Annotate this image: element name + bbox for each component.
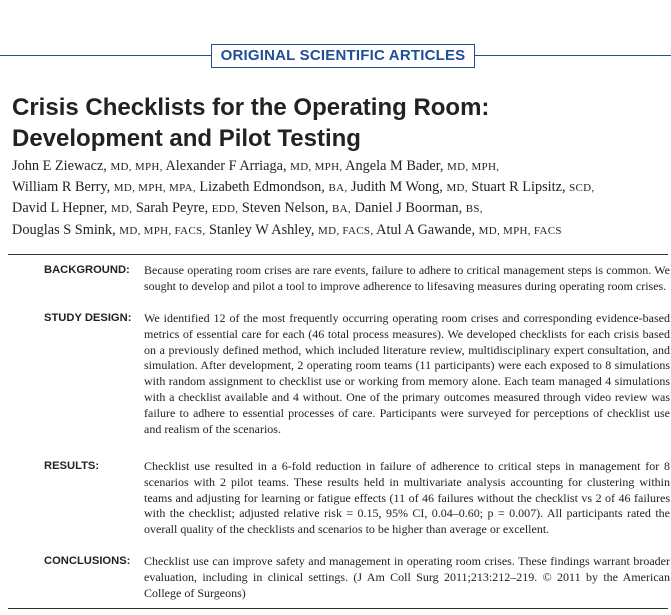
author-name: David L Hepner, [12, 200, 108, 217]
article-title-line-1: Crisis Checklists for the Operating Room: [12, 94, 490, 121]
author-degrees: MD, MPH, FACS [478, 224, 562, 237]
author-degrees: BS, [465, 203, 483, 216]
abstract-label: BACKGROUND: [44, 264, 130, 276]
author-name: Judith M Wong, [350, 179, 443, 196]
abstract-text: We identified 12 of the most frequently occurring operating room crises and corresponding evidence-based metrics of essential care for each (46 total process measures). We developed checklists for each crisis based on a previously defined method, which included literature review, multidisciplinary expert consultation, and simulation. After development, 2 operating room teams (11 participants) were each exposed to 8 simulations with random assignment to checklist use or working from memory alone. Each team managed 4 simulations with a checklist available and 4 without. One of the primary outcomes measured through video review was failure to adhere to essential processes of care. Participants were surveyed for perceptions of checklist use and realism of the scenarios. [144, 311, 670, 436]
author-name: John E Ziewacz, [12, 158, 107, 174]
author-degrees: MD, [446, 182, 468, 195]
section-banner [0, 38, 671, 76]
abstract-box [8, 254, 668, 609]
article-title-line-2: Development and Pilot Testing [12, 125, 361, 152]
author-degrees: BA, [332, 203, 351, 216]
author-degrees: MD, MPH, [290, 161, 343, 173]
author-line [12, 220, 667, 241]
abstract-text: Checklist use resulted in a 6-fold reduction in failure of adherence to critical steps in management for 8 scenarios with 2 pilot teams. These results held in multivariate analysis accounting for clustering within teams and adjusting for learning or fatigue effects (11 of 46 failures without the checklist vs 2 of 46 failures with the checklist; adjusted relative risk = 0.15, 95% CI, 0.04–0.60; p = 0.007). All participants rated the overall quality of the checklists and scenarios to be higher than average or excellent. [144, 459, 670, 537]
author-degrees: MD, [110, 203, 133, 216]
author-name: Stuart R Lipsitz, [471, 179, 566, 196]
abstract-label: CONCLUSIONS: [44, 555, 131, 567]
author-name: Douglas S Smink, [12, 221, 116, 238]
author-line [12, 177, 667, 198]
abstract-label: RESULTS: [44, 460, 100, 472]
author-list [12, 156, 667, 241]
author-degrees: EDD, [211, 203, 239, 216]
author-name: Angela M Bader, [345, 158, 444, 174]
abstract-label: STUDY DESIGN: [44, 312, 132, 324]
section-banner-label: ORIGINAL SCIENTIFIC ARTICLES [211, 44, 475, 68]
author-name: Lizabeth Edmondson, [199, 179, 325, 196]
author-name: Sarah Peyre, [135, 200, 209, 217]
abstract-text: Because operating room crises are rare events, failure to adhere to critical management steps is common. We sought to develop and pilot a tool to improve adherence to lifesaving measures during operating room crises. [144, 263, 670, 293]
abstract-text: Checklist use can improve safety and management in operating room crises. These findings warrant broader evaluation, including in clinical settings. (J Am Coll Surg 2011;213:212–219. © 2011 by the American College of Surgeons) [144, 554, 670, 600]
author-line [12, 156, 667, 177]
author-name: Alexander F Arriaga, [165, 158, 287, 174]
author-degrees: MD, MPH, MPA, [113, 182, 196, 195]
author-degrees: BA, [328, 182, 348, 195]
author-degrees: MD, MPH, FACS, [119, 224, 206, 237]
author-line [12, 198, 667, 219]
author-degrees: MD, MPH, [110, 161, 163, 173]
author-name: Stanley W Ashley, [209, 221, 315, 238]
author-degrees: SCD, [569, 182, 595, 195]
author-degrees: MD, MPH, [447, 161, 500, 173]
author-name: William R Berry, [12, 179, 111, 196]
author-name: Atul A Gawande, [376, 221, 476, 238]
author-name: Steven Nelson, [241, 200, 329, 217]
author-name: Daniel J Boorman, [354, 200, 463, 217]
article-title [12, 92, 662, 154]
author-degrees: MD, FACS, [318, 224, 374, 237]
